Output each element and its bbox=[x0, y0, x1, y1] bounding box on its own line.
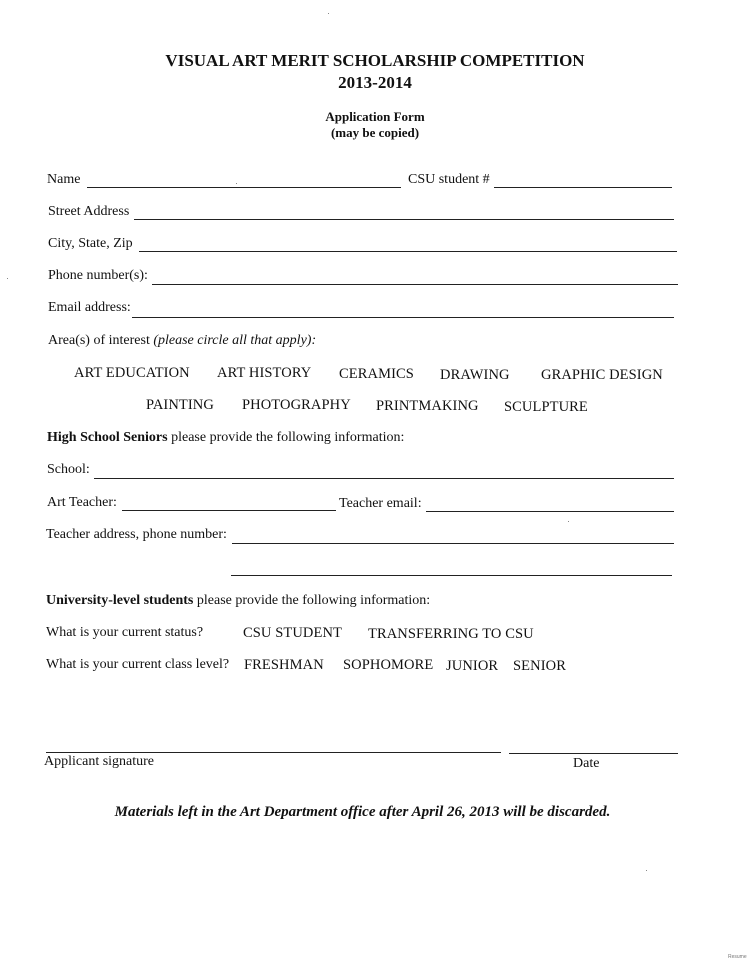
level-freshman[interactable]: FRESHMAN bbox=[244, 657, 324, 673]
scan-speck bbox=[236, 183, 237, 184]
level-senior[interactable]: SENIOR bbox=[513, 658, 566, 674]
email-field-line[interactable] bbox=[132, 317, 674, 318]
interest-painting[interactable]: PAINTING bbox=[146, 397, 214, 413]
name-field-line[interactable] bbox=[87, 187, 401, 188]
scan-speck bbox=[7, 278, 8, 279]
city-field-line[interactable] bbox=[139, 251, 677, 252]
scan-speck bbox=[568, 521, 569, 522]
teacher-address-field-line-2[interactable] bbox=[231, 575, 672, 576]
phone-label: Phone number(s): bbox=[48, 268, 148, 283]
application-form-heading: Application Form bbox=[325, 109, 425, 124]
interest-label-text: Area(s) of interest bbox=[48, 333, 150, 348]
hs-heading bbox=[47, 430, 404, 446]
art-teacher-label: Art Teacher: bbox=[47, 495, 117, 510]
csu-student-field-line[interactable] bbox=[494, 187, 672, 188]
interest-graphic-design[interactable]: GRAPHIC DESIGN bbox=[541, 367, 663, 383]
hs-heading-bold: High School Seniors bbox=[47, 430, 168, 445]
teacher-email-label: Teacher email: bbox=[339, 496, 422, 511]
email-label: Email address: bbox=[48, 300, 131, 315]
hs-heading-rest: please provide the following information: bbox=[167, 430, 405, 445]
uni-heading-bold: University-level students bbox=[46, 593, 194, 608]
street-field-line[interactable] bbox=[134, 219, 674, 220]
uni-heading-rest: please provide the following information: bbox=[193, 593, 431, 608]
school-field-line[interactable] bbox=[94, 478, 674, 479]
form-title: VISUAL ART MERIT SCHOLARSHIP COMPETITION bbox=[165, 51, 585, 70]
level-sophomore[interactable]: SOPHOMORE bbox=[343, 657, 434, 673]
street-label: Street Address bbox=[48, 204, 130, 219]
csu-student-label: CSU student # bbox=[408, 172, 490, 187]
form-years: 2013-2014 bbox=[338, 73, 412, 92]
corner-watermark: Resume bbox=[728, 954, 747, 960]
interest-ceramics[interactable]: CERAMICS bbox=[339, 366, 414, 382]
art-teacher-field-line[interactable] bbox=[122, 510, 336, 511]
date-label: Date bbox=[573, 756, 600, 771]
phone-field-line[interactable] bbox=[152, 284, 678, 285]
interest-label bbox=[48, 333, 316, 349]
interest-hint: (please circle all that apply): bbox=[153, 333, 317, 348]
status-transferring[interactable]: TRANSFERRING TO CSU bbox=[368, 626, 534, 642]
scan-speck bbox=[328, 13, 329, 14]
school-label: School: bbox=[47, 462, 90, 477]
level-question: What is your current class level? bbox=[46, 657, 230, 672]
teacher-address-label: Teacher address, phone number: bbox=[46, 527, 227, 542]
interest-sculpture[interactable]: SCULPTURE bbox=[504, 399, 588, 415]
teacher-email-field-line[interactable] bbox=[426, 511, 674, 512]
scan-speck bbox=[646, 870, 647, 871]
uni-heading bbox=[46, 593, 430, 609]
interest-drawing[interactable]: DRAWING bbox=[440, 367, 510, 383]
signature-line[interactable] bbox=[46, 752, 501, 753]
interest-art-education[interactable]: ART EDUCATION bbox=[74, 365, 190, 381]
level-junior[interactable]: JUNIOR bbox=[446, 658, 499, 674]
interest-printmaking[interactable]: PRINTMAKING bbox=[376, 398, 479, 414]
interest-art-history[interactable]: ART HISTORY bbox=[217, 365, 312, 381]
applicant-signature-label: Applicant signature bbox=[44, 754, 155, 769]
may-be-copied-note: (may be copied) bbox=[330, 125, 420, 140]
discard-notice: Materials left in the Art Department office after April 26, 2013 will be discarded. bbox=[114, 804, 611, 820]
status-csu-student[interactable]: CSU STUDENT bbox=[243, 625, 342, 641]
interest-photography[interactable]: PHOTOGRAPHY bbox=[242, 397, 351, 413]
name-label: Name bbox=[47, 172, 81, 187]
teacher-address-field-line[interactable] bbox=[232, 543, 674, 544]
status-question: What is your current status? bbox=[46, 625, 204, 640]
date-line[interactable] bbox=[509, 753, 678, 754]
city-label: City, State, Zip bbox=[48, 236, 133, 251]
